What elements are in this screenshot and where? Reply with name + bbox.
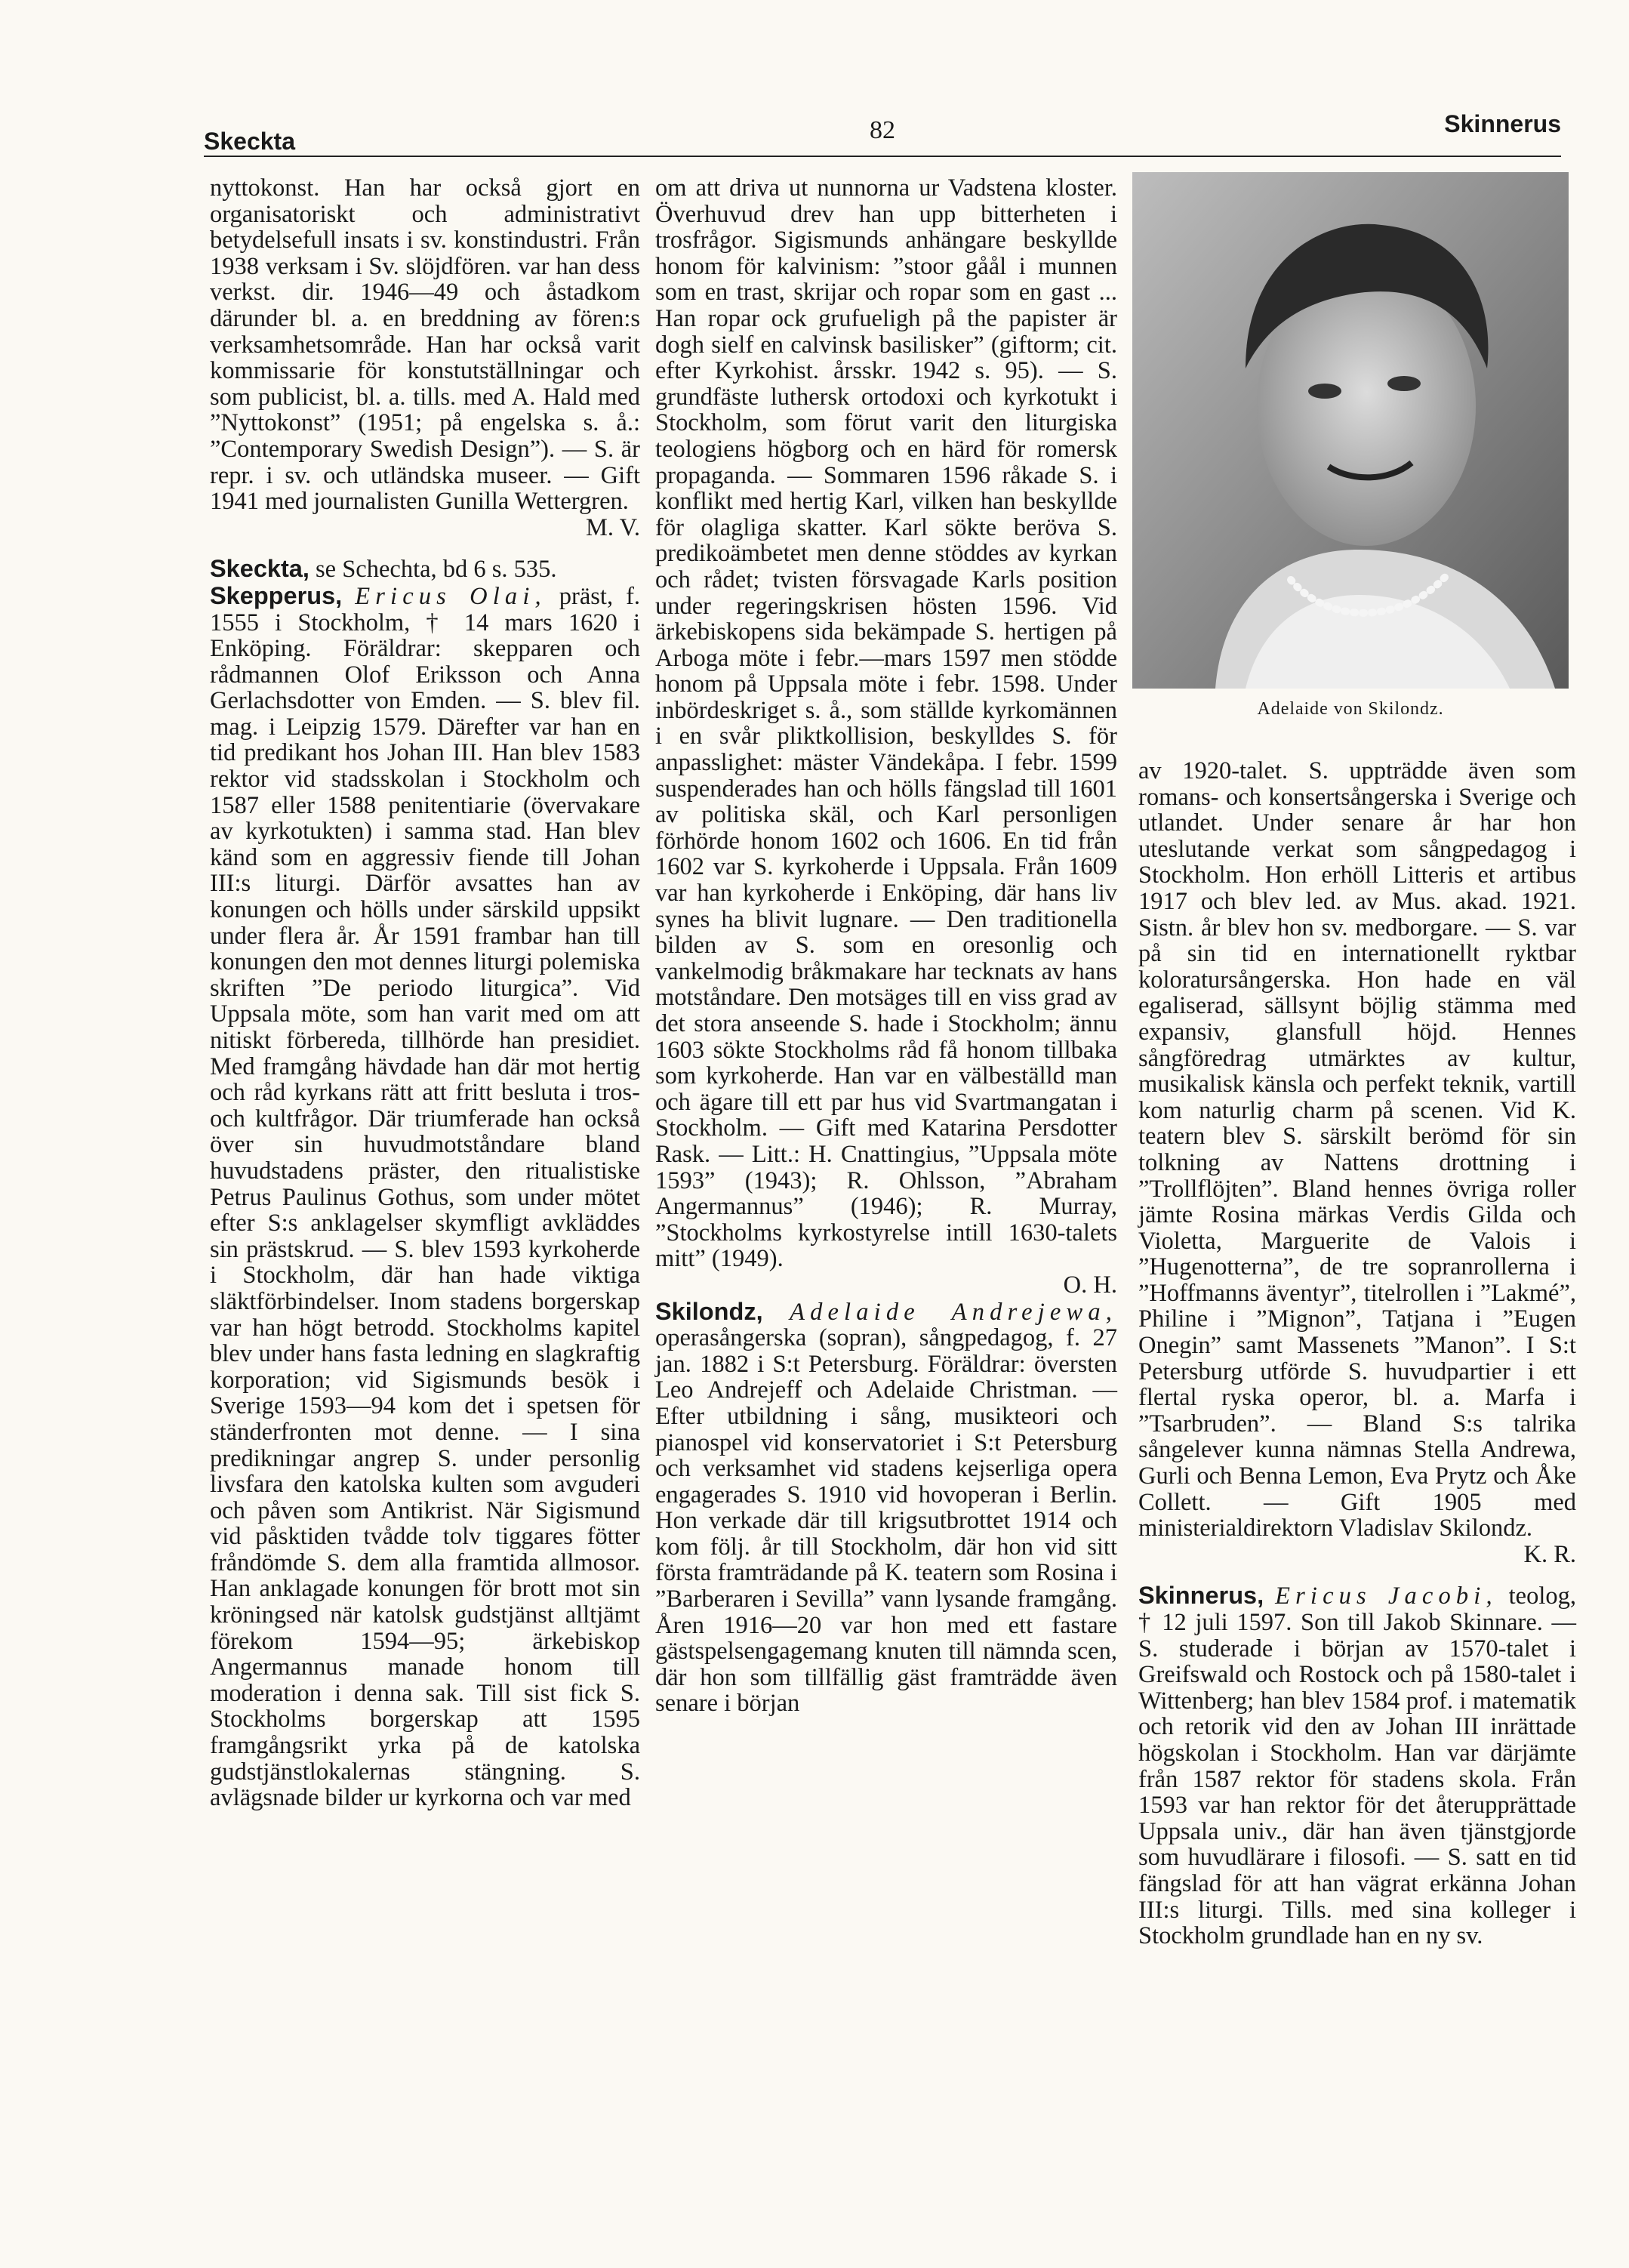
entry-body: operasångerska (sopran), sångpedagog, f. 27 jan. 1882 i S:t Petersburg. Föräldrar: översten Leo Andrejeff och Adelaide Christman. — Efter utbildning i sång, musikteori och pianospel vid konservatoriet i S:t Petersburg och verksamhet vid stadens kejserliga opera engagerades S. 1910 vid hovoperan i Berlin. Hon verkade där till krigsutbrottet 1914 och kom följ. år till Stockholm, där hon vid sitt första framträdande på K. teatern som Rosina i ”Barberaren i Sevilla” vann lysande framgång. Åren 1916—20 var hon med ett fastare gästspelsengagemang knuten till nämnda scen, där hon som tillfällig gäst framträdde även senare i början	[655, 1324, 1117, 1718]
entry-skepperus	[210, 583, 640, 1811]
column-3	[1138, 758, 1576, 1949]
entry-continuation-text: nyttokonst. Han har också gjort en organisatoriskt och administrativt betydelsefull insats i sv. konstindustri. Från 1938 verksam i Sv. slöjdfören. var han dess verkst. dir. 1946—49 och åstadkom därunder bl. a. en breddning av fören:s verksamhetsområde. Han har också varit kommissarie för konstutställningar och som publicist, bl. a. tills. med A. Hald med ”Nyttokonst” (1951; på engelska s. å.: ”Contemporary Swedish Design”). — S. är repr. i sv. och utländska museer. — Gift 1941 med journalisten Gunilla Wettergren.	[210, 174, 640, 516]
entry-given-name: Ericus Olai,	[355, 582, 547, 610]
entry-skilondz	[655, 1299, 1117, 1718]
column-1	[210, 175, 640, 1811]
author-signature: O. H.	[1063, 1271, 1117, 1299]
entry-body: teolog, † 12 juli 1597. Son till Jakob Skinnare. — S. studerade i början av 1570-talet i Greifswald och Rostock och på 1580-talet i Wittenberg; han blev 1584 prof. i matematik och retorik vid den av Johan III inrättade högskolan i Stockholm. Han var därjämte från 1587 rektor för stadens skola. Från 1593 var han rektor för det återupprättade Uppsala univ., där han även tjänstgjorde som huvudlärare i filosofi. — S. satt en tid fängslad för att han vägrat erkänna Johan III:s liturgi. Tills. med sina kolleger i Stockholm grundlade han en ny sv.	[1138, 1582, 1576, 1950]
portrait-photo	[1132, 172, 1569, 689]
entry-given-name: Ericus Jacobi,	[1275, 1582, 1498, 1610]
entry-headword: Skilondz,	[655, 1297, 763, 1325]
entry-skeckta	[210, 556, 640, 583]
entry-continuation-text: om att driva ut nunnorna ur Vadstena kloster. Överhuvud drev han upp bitterheten i trosfrågor. Sigismunds anhängare beskyllde honom för kalvinism: ”stoor gåål i munnen som en trast, skrijar och ropar som en gast ... Han ropar ock grufueligh på the papister är dogh sielf en calvinsk basilisker” (giftorm; cit. efter Kyrkohist. årsskr. 1942 s. 95). — S. grundfäste luthersk ortodoxi och kyrkotukt i Stockholm, som förut varit den liturgiska teologiens högborg och en härd för romersk propaganda. — Sommaren 1596 råkade S. i konflikt med hertig Karl, vilken han beskyllde för olagliga skatter. Karl sökte beröva S. predikoämbetet men denne stöddes av kyrkan och rådet; tvisten försvagade Karls position under regeringskrisen hösten 1596. Vid ärkebiskopens sida bekämpade S. hertigen på Arboga möte i febr.—mars 1597 men stödde honom på Uppsala möte i febr. 1598. Under inbördeskriget s. å., som ställde kyrkomännen i en svår pliktkollision, beskylldes S. för anpasslighet: mäster Vändekåpa. I febr. 1599 suspenderades han och hölls fängslad till 1601 av politiska skäl, och Karl personligen förhörde honom 1602 och 1606. En tid från 1602 var S. kyrkoherde i Uppsala. Från 1609 var han kyrkoherde i Enköping, där hans liv synes ha blivit lugnare. — Den traditionella bilden av S. som en oresonlig och vankelmodig bråkmakare har tecknats av hans motståndare. Den motsäges till en viss grad av det stora anseende S. hade i Stockholm; ännu 1603 sökte Stockholms råd få honom tillbaka som kyrkoherde. Han var en välbeställd man och ägare till ett par hus vid Svartmangatan i Stockholm. — Gift med Katarina Persdotter Rask. — Litt.: H. Cnattingius, ”Uppsala möte 1593” (1943); R. Ohlsson, ”Abraham Angermannus” (1946); R. Murray, ”Stockholms kyrkostyrelse intill 1630-talets mitt” (1949).	[655, 174, 1117, 1273]
entry-headword: Skinnerus,	[1138, 1582, 1264, 1610]
entry-continuation-text: av 1920-talet. S. uppträdde även som romans- och konsertsångerska i Sverige och utlandet. Under senare år har hon uteslutande verkat som sångpedagog i Stockholm. Hon erhöll Litteris et artibus 1917 och blev led. av Mus. akad. 1921. Sistn. år blev hon sv. medborgare. — S. var på sin tid en internationellt ryktbar koloratursångerska. Hon hade en väl egaliserad, sällsynt böjlig stämma med expansiv, glansfull höjd. Hennes sångföredrag utmärktes av kultur, musikalisk känsla och perfekt teknik, vartill kom naturlig charm på scenen. Vid K. teatern blev S. särskilt berömd för sin tolkning av Nattens drottning i ”Trollflöjten”. Bland hennes övriga roller jämte Rosina märkas Verdis Gilda och Violetta, Marguerite de Valois i ”Hugenotterna”, de tre sopranrollerna i ”Hoffmanns äventyr”, titelrollen i ”Lakmé”, Philine i ”Mignon”, Tatjana i ”Eugen Onegin” samt Massenets ”Manon”. I S:t Petersburg utförde S. huvudpartier i ett flertal ryska operor, bl. a. Marfa i ”Tsarbruden”. — Bland S:s talrika sångelever kunna nämnas Stella Andrewa, Gurli och Benna Lemon, Eva Prytz och Åke Collett. — Gift 1905 med ministerialdirektorn Vladislav Skilondz.	[1138, 757, 1576, 1542]
cross-reference: se Schechta, bd 6 s. 535.	[316, 556, 557, 584]
header-right-word: Skinnerus	[1444, 110, 1561, 137]
page-number: 82	[870, 116, 895, 144]
entry-given-name: Adelaide Andrejewa,	[790, 1298, 1117, 1326]
entry-headword: Skepperus,	[210, 581, 343, 609]
header-rule	[204, 156, 1561, 157]
header-left-word: Skeckta	[204, 128, 295, 155]
photo-caption: Adelaide von Skilondz.	[1257, 699, 1444, 719]
entry-skinnerus	[1138, 1582, 1576, 1949]
column-2	[655, 175, 1117, 1717]
portrait-image	[1132, 172, 1569, 689]
entry-headword: Skeckta,	[210, 555, 309, 583]
author-signature: M. V.	[586, 513, 640, 541]
author-signature: K. R.	[1523, 1540, 1576, 1568]
running-header	[204, 106, 1561, 159]
entry-body: präst, f. 1555 i Stockholm, † 14 mars 1620 i Enköping. Föräldrar: skepparen och rådmannen Olof Eriksson och Anna Gerlachsdotter von Emden. — S. blev fil. mag. i Leipzig 1579. Därefter var han en tid predikant hos Johan III. Han blev 1583 rektor vid stadsskolan i Stockholm och 1587 eller 1588 penitentiarie (övervakare av kyrkotukten) i samma stad. Han blev känd som en aggressiv fiende till Johan III:s liturgi. Därför avsattes han av konungen och hölls under särskild uppsikt under flera år. År 1591 frambar han till konungen den mot dennes liturgi polemiska skriften ”De periodo liturgica”. Vid Uppsala möte, som han varit med om att nitiskt förbereda, tillhörde han presidiet. Med framgång hävdade han där mot hertig och råd kyrkans rätt att fritt besluta i tros- och kultfrågor. Där triumferade han också över sin huvudmotståndare bland huvudstadens präster, den ritualistiske Petrus Paulinus Gothus, som under mötet efter S:s anklagelser skymfligt avkläddes sin prästskrud. — S. blev 1593 kyrkoherde i Stockholm, där han hade viktiga släktförbindelser. Inom stadens borgerskap var han högt betrodd. Stockholms kapitel blev under hans fasta ledning en slagkraftig korporation; vid Sigismunds besök i Sverige 1593—94 kom det i spetsen för ständerfronten mot denne. — I sina predikningar angrep S. under personlig livsfara den katolska kulten som avguderi och påven som Antikrist. När Sigismund vid påsktiden tvådde tolv tiggares fötter fråndömde S. dem alla framtida allmosor. Han anklagade konungen för brott mot sin kröningsed när katolsk gudstjänst alltjämt förekom 1594—95; ärkebiskop Angermannus manade honom till moderation i denna sak. Till sist fick S. Stockholms borgerskap att 1595 framgångsrikt yrka på de katolska gudstjänstlokalernas stängning. S. avlägsnade bilder ur kyrkorna och var med	[210, 582, 641, 1812]
